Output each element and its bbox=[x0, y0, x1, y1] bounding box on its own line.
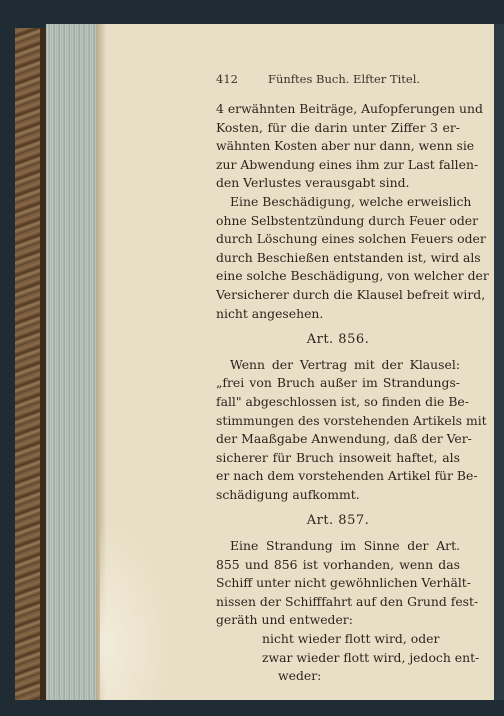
text-line: Eine Beschädigung, welche erweislich bbox=[230, 193, 472, 209]
text-line: nissen der Schifffahrt auf den Grund fest- bbox=[216, 593, 479, 609]
body-text bbox=[216, 100, 489, 686]
article-856-heading: Art. 856. bbox=[306, 332, 370, 348]
text-line: geräth und entweder: bbox=[216, 612, 353, 628]
text-line: den Verlustes verausgabt sind. bbox=[216, 175, 410, 191]
text-line: Schiff unter nicht gewöhnlichen Verhält- bbox=[216, 575, 471, 591]
article-857-text bbox=[216, 537, 480, 686]
text-line: er nach dem vorstehenden Artikel für Be- bbox=[216, 468, 478, 484]
paragraph-1 bbox=[216, 100, 483, 193]
text-line: nicht angesehen. bbox=[216, 305, 324, 321]
text-line: zur Abwendung eines ihm zur Last fallen- bbox=[216, 156, 479, 172]
text-line: Eine Strandung im Sinne der Art. bbox=[230, 538, 460, 554]
paragraph-2 bbox=[216, 193, 489, 323]
text-line: fall" abgeschlossen ist, so finden die Be- bbox=[216, 393, 469, 409]
text-line: „frei von Bruch außer im Strandungs- bbox=[216, 375, 460, 391]
text-line: Wenn der Vertrag mit der Klausel: bbox=[230, 356, 460, 372]
page-stack-edges bbox=[46, 24, 100, 700]
text-line: durch Löschung eines solchen Feuers oder bbox=[216, 231, 486, 247]
page-number: 412 bbox=[216, 72, 238, 86]
text-line: stimmungen des vorstehenden Artikels mit bbox=[216, 412, 487, 428]
sub-clause-line: zwar wieder flott wird, jedoch ent- bbox=[262, 649, 480, 665]
text-line: Kosten, für die darin unter Ziffer 3 er- bbox=[216, 119, 460, 135]
article-856-text bbox=[216, 356, 487, 505]
text-line: 4 erwähnten Beiträge, Aufopferungen und bbox=[216, 101, 483, 116]
text-line: durch Beschießen entstanden ist, wird als bbox=[216, 249, 481, 265]
sub-clause-line: weder: bbox=[278, 668, 322, 684]
text-line: schädigung aufkommt. bbox=[216, 486, 360, 502]
text-line: der Maaßgabe Anwendung, daß der Ver- bbox=[216, 431, 472, 447]
text-line: wähnten Kosten aber nur dann, wenn sie bbox=[216, 138, 475, 154]
sub-clause-line: nicht wieder flott wird, oder bbox=[262, 631, 440, 647]
text-line: 855 und 856 ist vorhanden, wenn das bbox=[216, 556, 460, 572]
right-shadow bbox=[494, 24, 504, 700]
text-line: Versicherer durch die Klausel befreit wird, bbox=[216, 286, 486, 302]
running-title: Fünftes Buch. Elfter Titel. bbox=[268, 72, 421, 86]
article-857-heading: Art. 857. bbox=[306, 513, 370, 529]
text-line: sicherer für Bruch insoweit haftet, als bbox=[216, 449, 460, 465]
paper-stain bbox=[100, 520, 170, 700]
text-line: eine solche Beschädigung, von welcher der bbox=[216, 268, 489, 284]
text-line: ohne Selbstentzündung durch Feuer oder bbox=[216, 212, 479, 228]
